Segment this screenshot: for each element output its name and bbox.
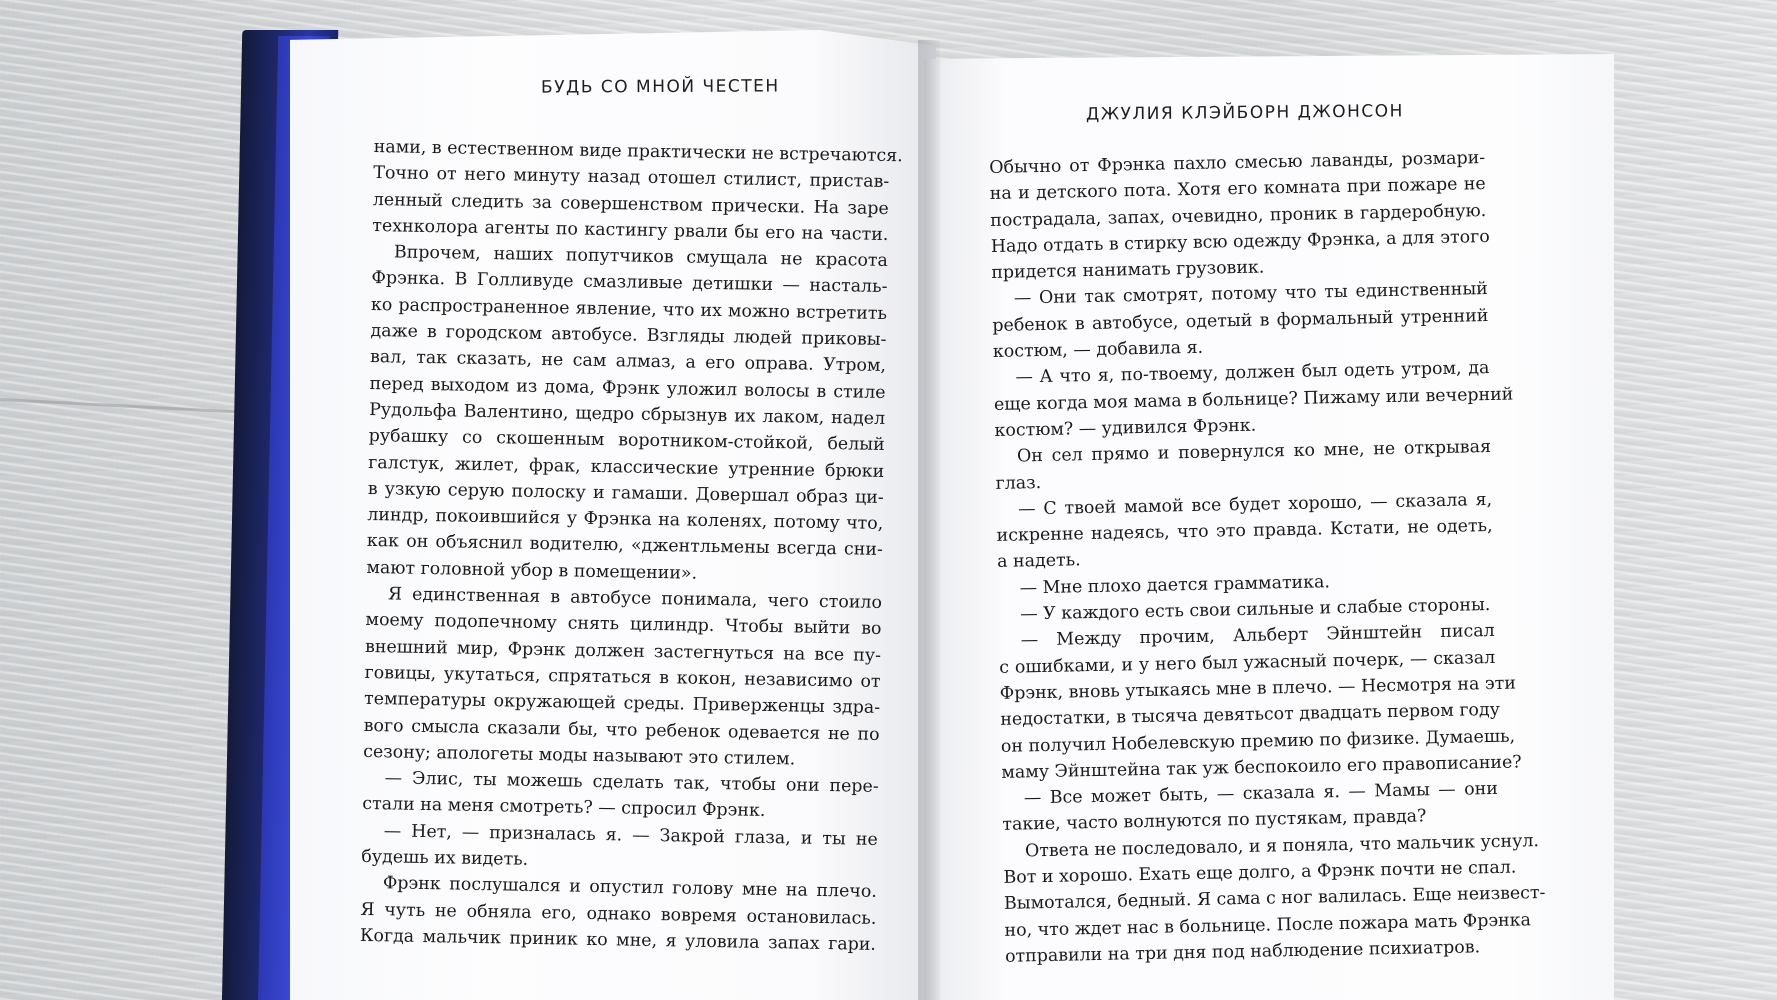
text-line: — У каждого есть свои сильные и слабые стороны. xyxy=(1020,595,1491,625)
text-line: Вот и хорошо. Ехать еще долго, а Фрэнк почти не спал. xyxy=(1003,857,1517,888)
text-line: искренне надеясь, что это правда. Кстати, не одеть, xyxy=(996,516,1493,547)
text-line: с ошибками, и у него был ужасный почерк, — сказал xyxy=(999,647,1496,678)
text-line: маму Эйнштейна так уж беспокоило его правописание? xyxy=(1001,752,1522,783)
text-line: линдр, покоившийся у Фрэнка на коленях, потому что, xyxy=(367,505,884,535)
text-line: мают головной убор в помещении». xyxy=(366,557,698,584)
text-line: Он сел прямо и повернулся ко мне, не открывая xyxy=(1016,437,1492,467)
text-line: Точно от него минуту назад отошел стилист, пристав- xyxy=(373,163,890,193)
text-line: Впрочем, наших попутчиков смущала не красота xyxy=(393,242,889,272)
text-line: температуры окружающей среды. Приверженцы здра- xyxy=(363,689,881,719)
text-line: ленный следить за совершенством прически. На заре xyxy=(372,189,889,219)
left-running-head: БУДЬ СО МНОЙ ЧЕСТЕН xyxy=(540,76,780,98)
right-page-text xyxy=(989,145,1546,970)
text-line: пострадала, запах, очевидно, проник в гардеробную. xyxy=(990,200,1487,231)
text-line: Фрэнк послушался и опустил голову мне на плечо. xyxy=(382,873,878,903)
text-line: Когда мальчик приник ко мне, я уловила запах гари. xyxy=(359,925,877,955)
text-line: технколора агенты по кастингу рвали бы его на части. xyxy=(372,215,889,245)
right-running-head: ДЖУЛИЯ КЛЭЙБОРН ДЖОНСОН xyxy=(1085,101,1404,125)
text-line: глаз. xyxy=(995,472,1042,494)
text-line: в узкую серую полоску и гамаши. Довершал образ ци- xyxy=(367,478,884,508)
text-line: придется нанимать грузовик. xyxy=(991,257,1265,284)
text-line: Ответа не последовало, и я поняла, что мальчик уснул. xyxy=(1024,830,1540,862)
text-line: ребенок в автобусе, одетый в формальный утренний xyxy=(992,305,1489,336)
text-line: ко распространенное явление, что их можно встретить xyxy=(370,294,888,324)
text-line: такие, часто волнуются по пустякам, правда? xyxy=(1002,806,1427,836)
text-line: — Между прочим, Альберт Эйнштейн писал xyxy=(1020,621,1495,651)
text-line: а надеть. xyxy=(996,550,1081,573)
text-line: — Элис, ты можешь сделать так, чтобы они пере- xyxy=(384,768,879,798)
text-line: но, что ждет нас в больнице. После пожара мать Фрэнка xyxy=(1004,909,1532,941)
text-line: вал, так сказать, не сам алмаз, а его оправа. Утром, xyxy=(369,347,887,377)
text-line: как он объяснил водителю, «джентльмены всегда сни- xyxy=(366,531,883,561)
text-line: будешь их видеть. xyxy=(361,846,529,870)
text-line: рубашку со скошенным воротником-стойкой, белый xyxy=(368,426,885,456)
text-line: даже в городском автобусе. Взгляды людей приковы- xyxy=(370,321,887,351)
text-line: отправили на три дня под наблюдение психиатров. xyxy=(1004,937,1481,967)
text-line: Обычно от Фрэнка пахло смесью лаванды, розмари- xyxy=(989,148,1486,178)
text-line: Я чуть не обняла его, однако вовремя остановилась. xyxy=(360,899,877,929)
text-line: моему подопечному снять цилиндр. Чтобы выйти во xyxy=(365,610,882,640)
text-line: Надо отдать в стирку всю одежду Фрэнка, а для этого xyxy=(990,226,1490,257)
text-line: на и детского пота. Хотя его комната при пожаре не xyxy=(989,174,1486,205)
text-line: — Все может быть, — сказала я. — Мамы — они xyxy=(1023,779,1499,809)
text-line: Рудольфа Валентино, щедро сбрызнув их лаком, надел xyxy=(369,399,886,429)
text-line: недостатки, в тысяча девятьсот двадцать первом году xyxy=(1000,700,1501,731)
text-line: костюм, — добавила я. xyxy=(992,337,1204,363)
text-line: говицы, укутаться, спрятаться в кокон, независимо от xyxy=(364,662,881,692)
text-line: Я единственная в автобусе понимала, чего стоило xyxy=(387,584,883,613)
text-line: внешний мир, Фрэнк должен застегнуться на все пу- xyxy=(364,636,882,666)
text-line: сезону; апологеты моды называют это стилем. xyxy=(363,741,796,770)
left-page-text xyxy=(359,134,903,958)
text-line: галстук, жилет, фрак, классические утренние брюки xyxy=(368,452,885,482)
text-line: Фрэнк, вновь утыкаясь мне в плечо. — Несмотря на эти xyxy=(999,673,1517,704)
text-line: — Они так смотрят, потому что ты единственный xyxy=(1013,279,1489,310)
text-line: перед выходом из дома, Фрэнк уложил волосы в стиле xyxy=(369,373,886,403)
text-line: нами, в естественном виде практически не встречаются. xyxy=(373,136,903,167)
text-line: — С твоей мамой все будет хорошо, — сказала я, xyxy=(1017,489,1493,520)
book-gutter xyxy=(918,40,940,1000)
text-line: — Нет, — призналась я. — Закрой глаза, и ты не xyxy=(383,820,878,850)
text-line: Фрэнка. В Голливуде смазливые детишки — насталь- xyxy=(371,268,888,298)
text-line: Вымотался, бедный. Я сама с ног валилась. Еще неизвест- xyxy=(1003,883,1546,915)
text-line: вого смысла сказали бы, что ребенок одевается не по xyxy=(363,715,880,745)
text-line: — Мне плохо дается грамматика. xyxy=(1019,571,1331,599)
text-line: еще когда моя мама в больнице? Пижаму или вечерний xyxy=(993,384,1514,415)
text-line: он получил Нобелевскую премию по физике. Думаешь, xyxy=(1000,726,1516,757)
text-line: стали на меня смотреть? — спросил Фрэнк. xyxy=(362,794,766,822)
text-line: костюм? — удивился Фрэнк. xyxy=(994,415,1257,441)
text-line: — А что я, по-твоему, должен был одеть утром, да xyxy=(1015,358,1490,388)
